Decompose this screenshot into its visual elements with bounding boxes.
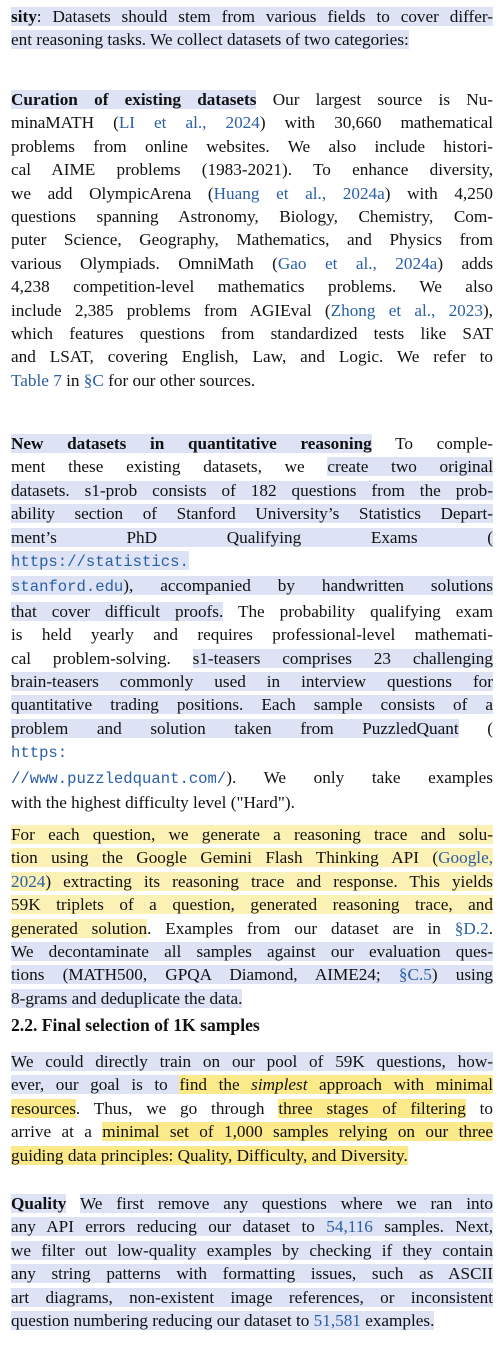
text-line bbox=[11, 1239, 493, 1262]
text-run: we add OlympicArena ( bbox=[11, 183, 214, 203]
text-run: various Olympiads. OmniMath ( bbox=[11, 253, 278, 273]
highlighted-text: any string patterns with formatting issues, such as ASCII bbox=[11, 1264, 493, 1284]
text-line: questions spanning Astronomy, Biology, Chemistry, Com- bbox=[11, 207, 493, 227]
text-run: ( bbox=[458, 718, 493, 738]
text-line bbox=[11, 823, 493, 846]
paragraph-heading: New datasets in quantitative reasoning bbox=[11, 434, 372, 453]
text-run: ). We only take examples bbox=[226, 767, 493, 787]
text-run: : Datasets should stem from various fields to cover differ- bbox=[36, 7, 493, 26]
new-datasets-paragraph bbox=[11, 432, 493, 815]
highlighted-text: datasets. s1-prob consists of 182 questions from the prob- bbox=[11, 480, 493, 500]
text-run: . Thus, we go through bbox=[75, 1098, 279, 1118]
url-link[interactable]: //www.puzzledquant.com/ bbox=[11, 769, 227, 788]
text-run: include 2,385 problems from AGIEval ( bbox=[11, 300, 331, 320]
citation-link[interactable]: Google, bbox=[438, 848, 493, 868]
section-reference-link[interactable]: §D.2 bbox=[454, 918, 489, 938]
highlighted-text: For each question, we generate a reasoning trace and solu- bbox=[11, 825, 493, 844]
text-line: cal AIME problems (1983-2021). To enhance diversity, bbox=[11, 160, 493, 180]
highlighted-text: We could directly train on our pool of 59K questions, how- bbox=[11, 1052, 493, 1071]
text-run: ) adds bbox=[437, 253, 494, 273]
text-line bbox=[11, 479, 493, 502]
text-line bbox=[11, 987, 493, 1010]
url-link[interactable]: https: bbox=[11, 744, 68, 763]
curation-paragraph bbox=[11, 88, 493, 392]
text-run: ) with 4,250 bbox=[384, 183, 494, 203]
text-run: for our other sources. bbox=[103, 370, 256, 390]
text-line bbox=[11, 917, 493, 940]
text-line bbox=[11, 1120, 493, 1143]
text-line: which features questions from standardized tests like SAT bbox=[11, 324, 493, 344]
highlighted-text: three stages of filtering bbox=[278, 1098, 466, 1118]
section-title: 2.2. Final selection of 1K samples bbox=[11, 1015, 260, 1035]
highlighted-text: we filter out low-quality examples by checking if they contain bbox=[11, 1240, 493, 1260]
highlighted-text: minimal set of 1,000 samples relying on our three bbox=[102, 1122, 493, 1142]
highlighted-text: create two original bbox=[327, 457, 493, 477]
text-run: . bbox=[488, 918, 493, 938]
highlighted-text: brain-teasers commonly used in interview questions for bbox=[11, 672, 493, 692]
text-line bbox=[11, 369, 493, 392]
text-line bbox=[11, 893, 493, 916]
text-line bbox=[11, 846, 493, 869]
text-line: 4,238 competition-level mathematics problems. We also bbox=[11, 277, 493, 297]
text-line bbox=[11, 693, 493, 716]
text-line bbox=[11, 1286, 493, 1309]
text-run: question numbering reducing our dataset to bbox=[11, 1311, 314, 1331]
text-run: tions (MATH500, GPQA Diamond, AIME24; bbox=[11, 965, 399, 985]
text-run: minaMATH ( bbox=[11, 113, 119, 133]
text-run: ), accompanied by handwritten solutions bbox=[123, 576, 493, 596]
text-line bbox=[11, 299, 493, 322]
text-run: any API errors reducing our dataset to bbox=[11, 1217, 327, 1237]
text-line: problems from online websites. We also include histori- bbox=[11, 136, 493, 156]
text-line bbox=[11, 1073, 493, 1096]
text-line bbox=[11, 252, 493, 275]
text-line bbox=[11, 549, 493, 574]
text-line bbox=[11, 963, 493, 986]
text-line bbox=[11, 455, 493, 478]
highlighted-text: s1-teasers comprises 23 challenging bbox=[192, 648, 493, 668]
citation-link[interactable]: Zhong et al., 2023 bbox=[330, 300, 483, 320]
text-line bbox=[11, 28, 493, 51]
text-line bbox=[11, 670, 493, 693]
text-line bbox=[11, 432, 493, 455]
highlighted-text: resources bbox=[11, 1098, 76, 1118]
text-line bbox=[11, 870, 493, 893]
text-line: with the highest difficulty level ("Hard"). bbox=[11, 793, 295, 813]
text-run: ment these existing datasets, we bbox=[11, 457, 328, 477]
text-run: ent reasoning tasks. We collect datasets of two categories: bbox=[11, 30, 409, 50]
count-link[interactable]: 51,581 bbox=[313, 1311, 361, 1331]
text-run: examples. bbox=[360, 1311, 435, 1331]
highlighted-text: that cover difficult proofs. bbox=[11, 601, 224, 621]
citation-link[interactable]: 2024 bbox=[11, 871, 46, 891]
trace-generation-paragraph bbox=[11, 823, 493, 1010]
highlighted-text: quantitative trading positions. Each sample consists of a bbox=[11, 695, 493, 715]
text-run: Our largest source is Nu- bbox=[272, 90, 493, 109]
text-run: ), bbox=[482, 300, 493, 320]
highlighted-text: ability section of Stanford University’s Statistics Depart- bbox=[11, 504, 493, 524]
text-run: tion using the Google Gemini Flash Thinking API ( bbox=[11, 848, 439, 868]
highlighted-text: We first remove any questions where we ran into bbox=[79, 1194, 493, 1213]
text-line bbox=[11, 182, 493, 205]
text-line bbox=[11, 1144, 493, 1167]
highlighted-text: ever, our goal is to bbox=[11, 1075, 180, 1095]
highlighted-text: 59K triplets of a question, generated reasoning trace, and bbox=[11, 895, 493, 915]
citation-link[interactable]: Gao et al., 2024a bbox=[277, 253, 438, 273]
text-line bbox=[11, 740, 493, 765]
selection-intro-paragraph bbox=[11, 1050, 493, 1167]
text-line bbox=[11, 766, 493, 791]
text-line bbox=[11, 1215, 493, 1238]
highlighted-text: guiding data principles: Quality, Difficulty, and Diversity. bbox=[11, 1145, 408, 1165]
text-run: approach with minimal bbox=[307, 1075, 493, 1095]
text-line bbox=[11, 1309, 493, 1332]
text-run: ) extracting its reasoning trace and response. This yields bbox=[45, 871, 493, 891]
paragraph-heading: Curation of existing datasets bbox=[11, 90, 257, 109]
bold-term: sity bbox=[11, 7, 37, 26]
text-line: puter Science, Geography, Mathematics, and Physics from bbox=[11, 230, 493, 250]
section-reference-link[interactable]: §C bbox=[83, 370, 104, 390]
text-line bbox=[11, 5, 493, 28]
quality-paragraph bbox=[11, 1192, 493, 1332]
text-line bbox=[11, 940, 493, 963]
highlighted-text: We decontaminate all samples against our evaluation ques- bbox=[11, 942, 493, 962]
section-heading bbox=[11, 1014, 493, 1037]
text-line bbox=[11, 1050, 493, 1073]
text-line: and LSAT, covering English, Law, and Logic. We refer to bbox=[11, 347, 493, 367]
text-run: arrive at a bbox=[11, 1122, 103, 1142]
citation-link[interactable]: Huang et al., 2024a bbox=[213, 183, 385, 203]
text-line bbox=[11, 717, 493, 740]
text-run: . Examples from our dataset are in bbox=[147, 918, 455, 938]
text-line bbox=[11, 526, 493, 549]
text-line bbox=[11, 1192, 493, 1215]
text-line bbox=[11, 600, 493, 623]
text-line: is held yearly and requires professional-level mathemati- bbox=[11, 625, 493, 645]
emphasized-text: simplest bbox=[251, 1075, 308, 1095]
text-run: To comple- bbox=[395, 434, 493, 453]
highlighted-text: 8-grams and deduplicate the data. bbox=[11, 988, 243, 1008]
text-line bbox=[11, 502, 493, 525]
text-line bbox=[11, 1097, 493, 1120]
highlighted-text: generated solution bbox=[11, 918, 148, 938]
text-run: ) using bbox=[431, 965, 494, 985]
url-link[interactable]: https://statistics. bbox=[11, 553, 189, 572]
text-line bbox=[11, 111, 493, 134]
text-line bbox=[11, 1262, 493, 1285]
count-link[interactable]: 54,116 bbox=[326, 1217, 373, 1237]
text-run: to bbox=[465, 1098, 493, 1118]
table-reference-link[interactable]: Table 7 bbox=[11, 370, 62, 390]
text-line bbox=[11, 647, 493, 670]
text-line bbox=[11, 574, 493, 599]
text-run: samples. Next, bbox=[372, 1217, 493, 1237]
highlighted-text: problem and solution taken from PuzzledQuant bbox=[11, 718, 459, 738]
highlighted-text: ment’s PhD Qualifying Exams ( bbox=[11, 527, 493, 547]
url-link[interactable]: stanford.edu bbox=[11, 578, 124, 597]
text-run: ) with 30,660 mathematical bbox=[259, 113, 494, 133]
highlighted-text: art diagrams, non-existent image references, or inconsistent bbox=[11, 1287, 493, 1307]
citation-link[interactable]: LI et al., 2024 bbox=[118, 113, 260, 133]
text-run: cal problem-solving. bbox=[11, 648, 193, 668]
text-run: find the bbox=[179, 1075, 252, 1095]
diversity-paragraph bbox=[11, 5, 493, 52]
text-run: in bbox=[61, 370, 84, 390]
text-run: The probability qualifying exam bbox=[223, 601, 493, 621]
text-line bbox=[11, 88, 493, 111]
section-reference-link[interactable]: §C.5 bbox=[398, 965, 432, 985]
paragraph-heading: Quality bbox=[11, 1194, 67, 1213]
